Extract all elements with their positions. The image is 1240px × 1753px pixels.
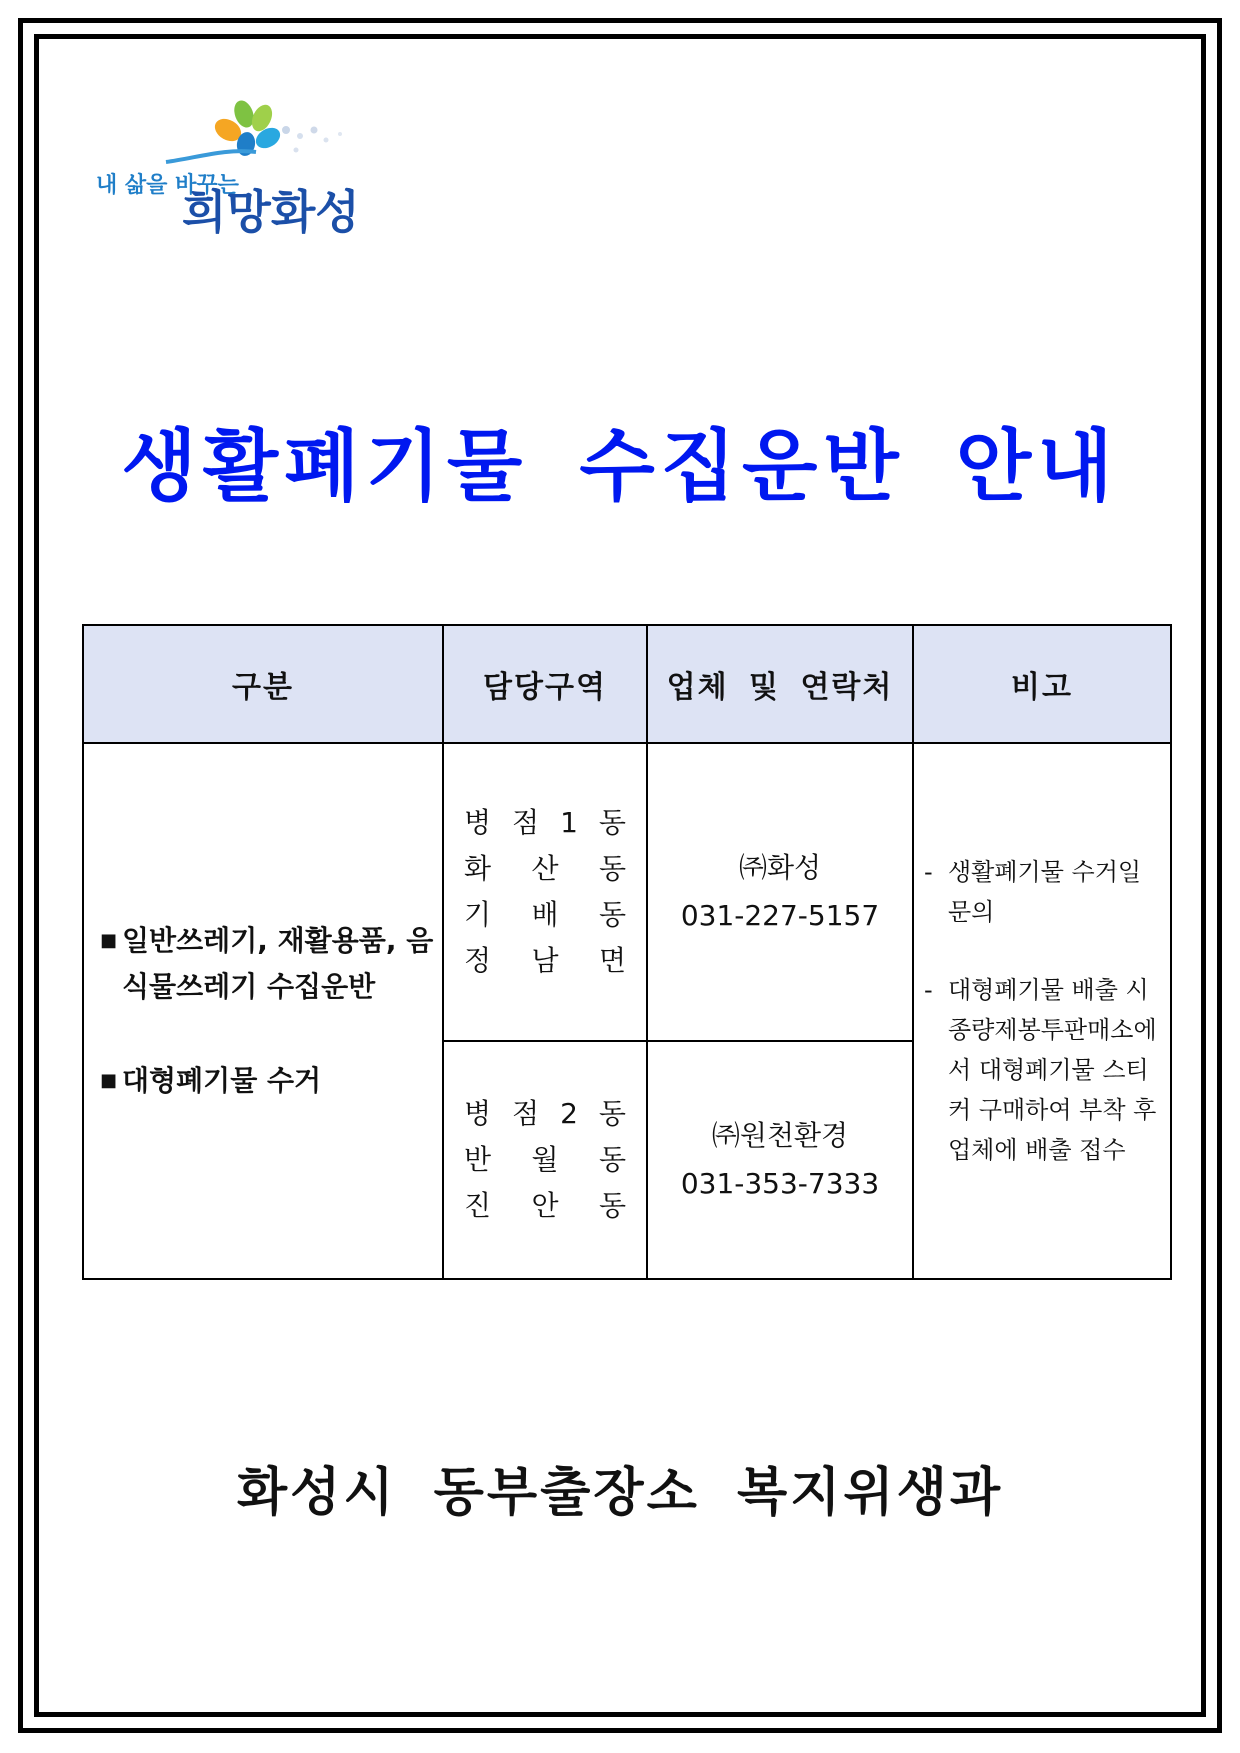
category-item xyxy=(100,918,442,1010)
area-cell xyxy=(443,743,647,1041)
note-item: - 대형폐기물 배출 시 종량제봉투판매소에서 대형폐기물 스티커 구매하여 부착 후 업체에 배출 접수 xyxy=(924,976,1157,1164)
city-logo xyxy=(96,100,366,250)
notes-cell xyxy=(913,743,1171,1279)
area-item: 반 월 동 xyxy=(464,1143,626,1176)
note-item: - 생활폐기물 수거일 문의 xyxy=(924,858,1142,926)
category-item xyxy=(100,1058,442,1104)
category-cell xyxy=(83,743,443,1279)
table-row xyxy=(83,743,1171,1041)
vendor-phone: 031-353-7333 xyxy=(680,1167,880,1200)
area-item: 병 점 2 동 xyxy=(464,1097,626,1130)
vendor-cell xyxy=(647,743,913,1041)
vendor-name: ㈜화성 xyxy=(738,851,822,884)
category-label: 대형폐기물 수거 xyxy=(122,1064,322,1097)
square-bullet-icon: ■ xyxy=(100,930,118,951)
header-notes: 비고 xyxy=(913,625,1171,743)
category-label: 일반쓰레기, 재활용품, 음식물쓰레기 수집운반 xyxy=(122,924,434,1003)
area-item: 진 안 동 xyxy=(464,1189,626,1222)
logo-slogan-main: 희망화성 xyxy=(182,185,360,239)
square-bullet-icon: ■ xyxy=(100,1070,118,1091)
area-cell xyxy=(443,1041,647,1279)
vendor-name: ㈜원천환경 xyxy=(711,1119,849,1152)
collection-info-table xyxy=(82,624,1172,1280)
header-category: 구분 xyxy=(83,625,443,743)
logo-slogan-small: 내 삶을 바꾸는 xyxy=(96,173,239,198)
table-header-row xyxy=(83,625,1171,743)
header-vendor: 업체 및 연락처 xyxy=(647,625,913,743)
vendor-phone: 031-227-5157 xyxy=(680,899,880,932)
page-title: 생활폐기물 수집운반 안내 xyxy=(121,422,1119,512)
department-footer: 화성시 동부출장소 복지위생과 xyxy=(236,1463,1004,1523)
header-area: 담당구역 xyxy=(443,625,647,743)
area-item: 정 남 면 xyxy=(464,944,626,977)
vendor-cell xyxy=(647,1041,913,1279)
area-item: 기 배 동 xyxy=(464,898,626,931)
area-item: 화 산 동 xyxy=(464,852,626,885)
area-item: 병 점 1 동 xyxy=(464,806,626,839)
